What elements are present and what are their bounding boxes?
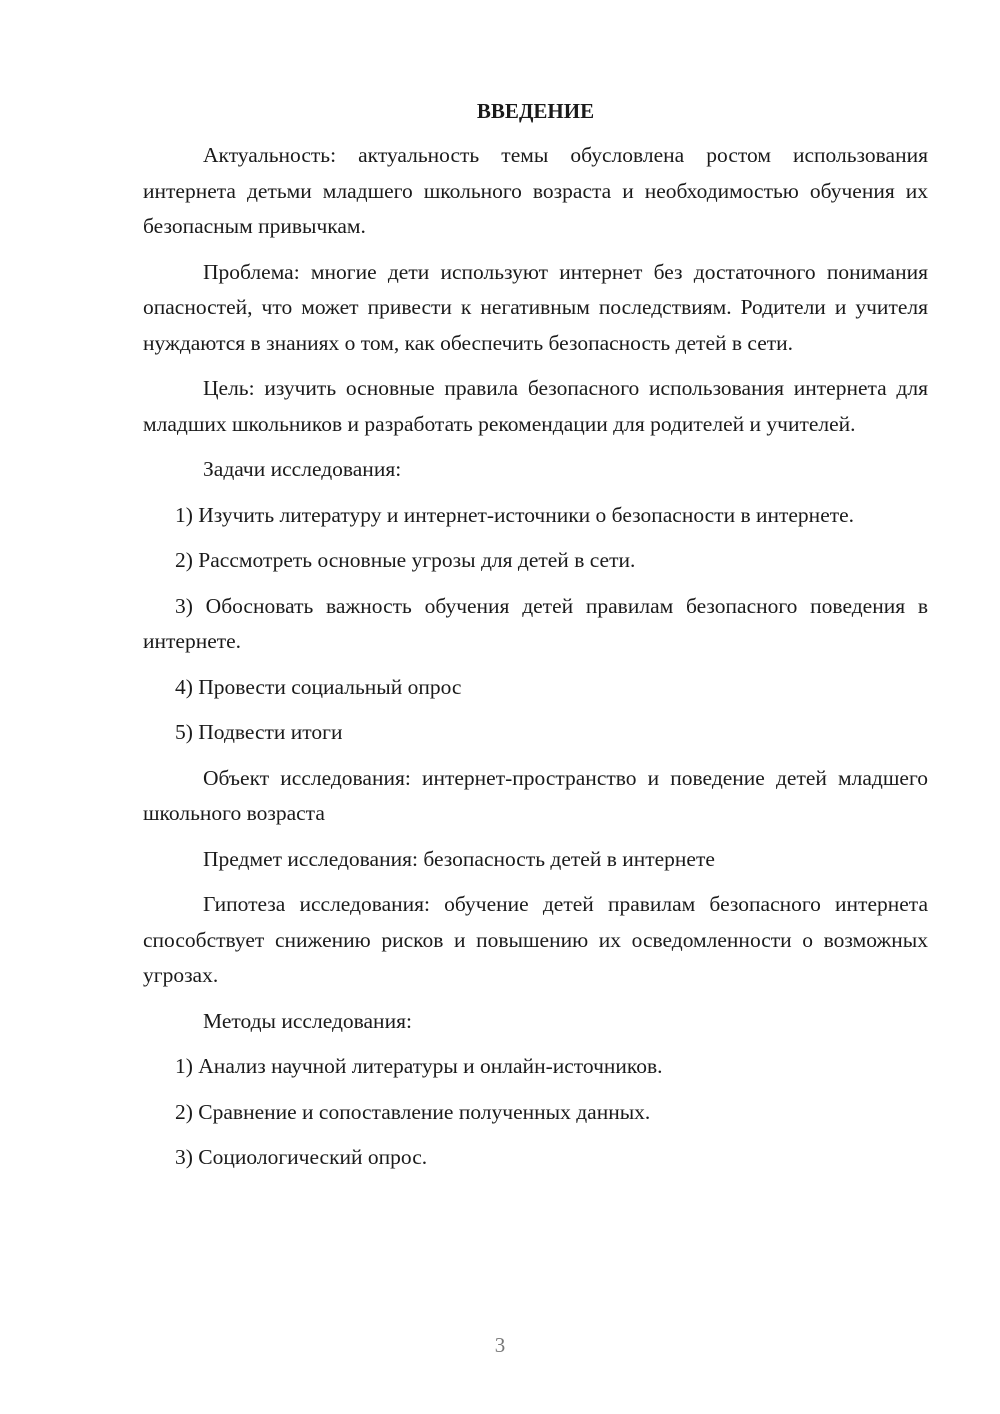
relevance-paragraph: Актуальность: актуальность темы обусловлена ростом использования интернета детьми младшего школьного возраста и необходимостью обучения их безопасным привычкам.	[143, 143, 928, 238]
tasks-heading: Задачи исследования:	[203, 457, 402, 481]
task-item: 4) Провести социальный опрос	[175, 674, 462, 699]
method-item: 2) Сравнение и сопоставление полученных данных.	[175, 1099, 651, 1124]
object-paragraph: Объект исследования: интернет-пространство и поведение детей младшего школьного возраста	[143, 765, 928, 825]
task-item: 1) Изучить литературу и интернет-источники о безопасности в интернете.	[175, 502, 855, 527]
goal-paragraph: Цель: изучить основные правила безопасного использования интернета для младших школьников и разработать рекомендации для родителей и учителей.	[143, 376, 928, 436]
subject-paragraph: Предмет исследования: безопасность детей в интернете	[203, 846, 715, 871]
document-body	[143, 94, 928, 1186]
methods-heading: Методы исследования:	[203, 1008, 412, 1033]
problem-paragraph: Проблема: многие дети используют интернет без достаточного понимания опасностей, что может привести к негативным последствиям. Родители и учителя нуждаются в знаниях о том, как обеспечить безопасность детей в сети.	[143, 259, 928, 355]
method-item: 3) Социологический опрос.	[175, 1145, 428, 1169]
hypothesis-paragraph: Гипотеза исследования: обучение детей правилам безопасного интернета способствует снижению рисков и повышению их осведомленности о возможных угрозах.	[143, 892, 928, 987]
task-item: 3) Обосновать важность обучения детей правилам безопасного поведения в интернете.	[143, 593, 928, 653]
task-item: 2) Рассмотреть основные угрозы для детей в сети.	[175, 548, 636, 572]
section-title: ВВЕДЕНИЕ	[476, 99, 595, 123]
page-number: 3	[494, 1333, 506, 1357]
method-item: 1) Анализ научной литературы и онлайн-источников.	[175, 1054, 663, 1078]
task-item: 5) Подвести итоги	[175, 720, 343, 744]
